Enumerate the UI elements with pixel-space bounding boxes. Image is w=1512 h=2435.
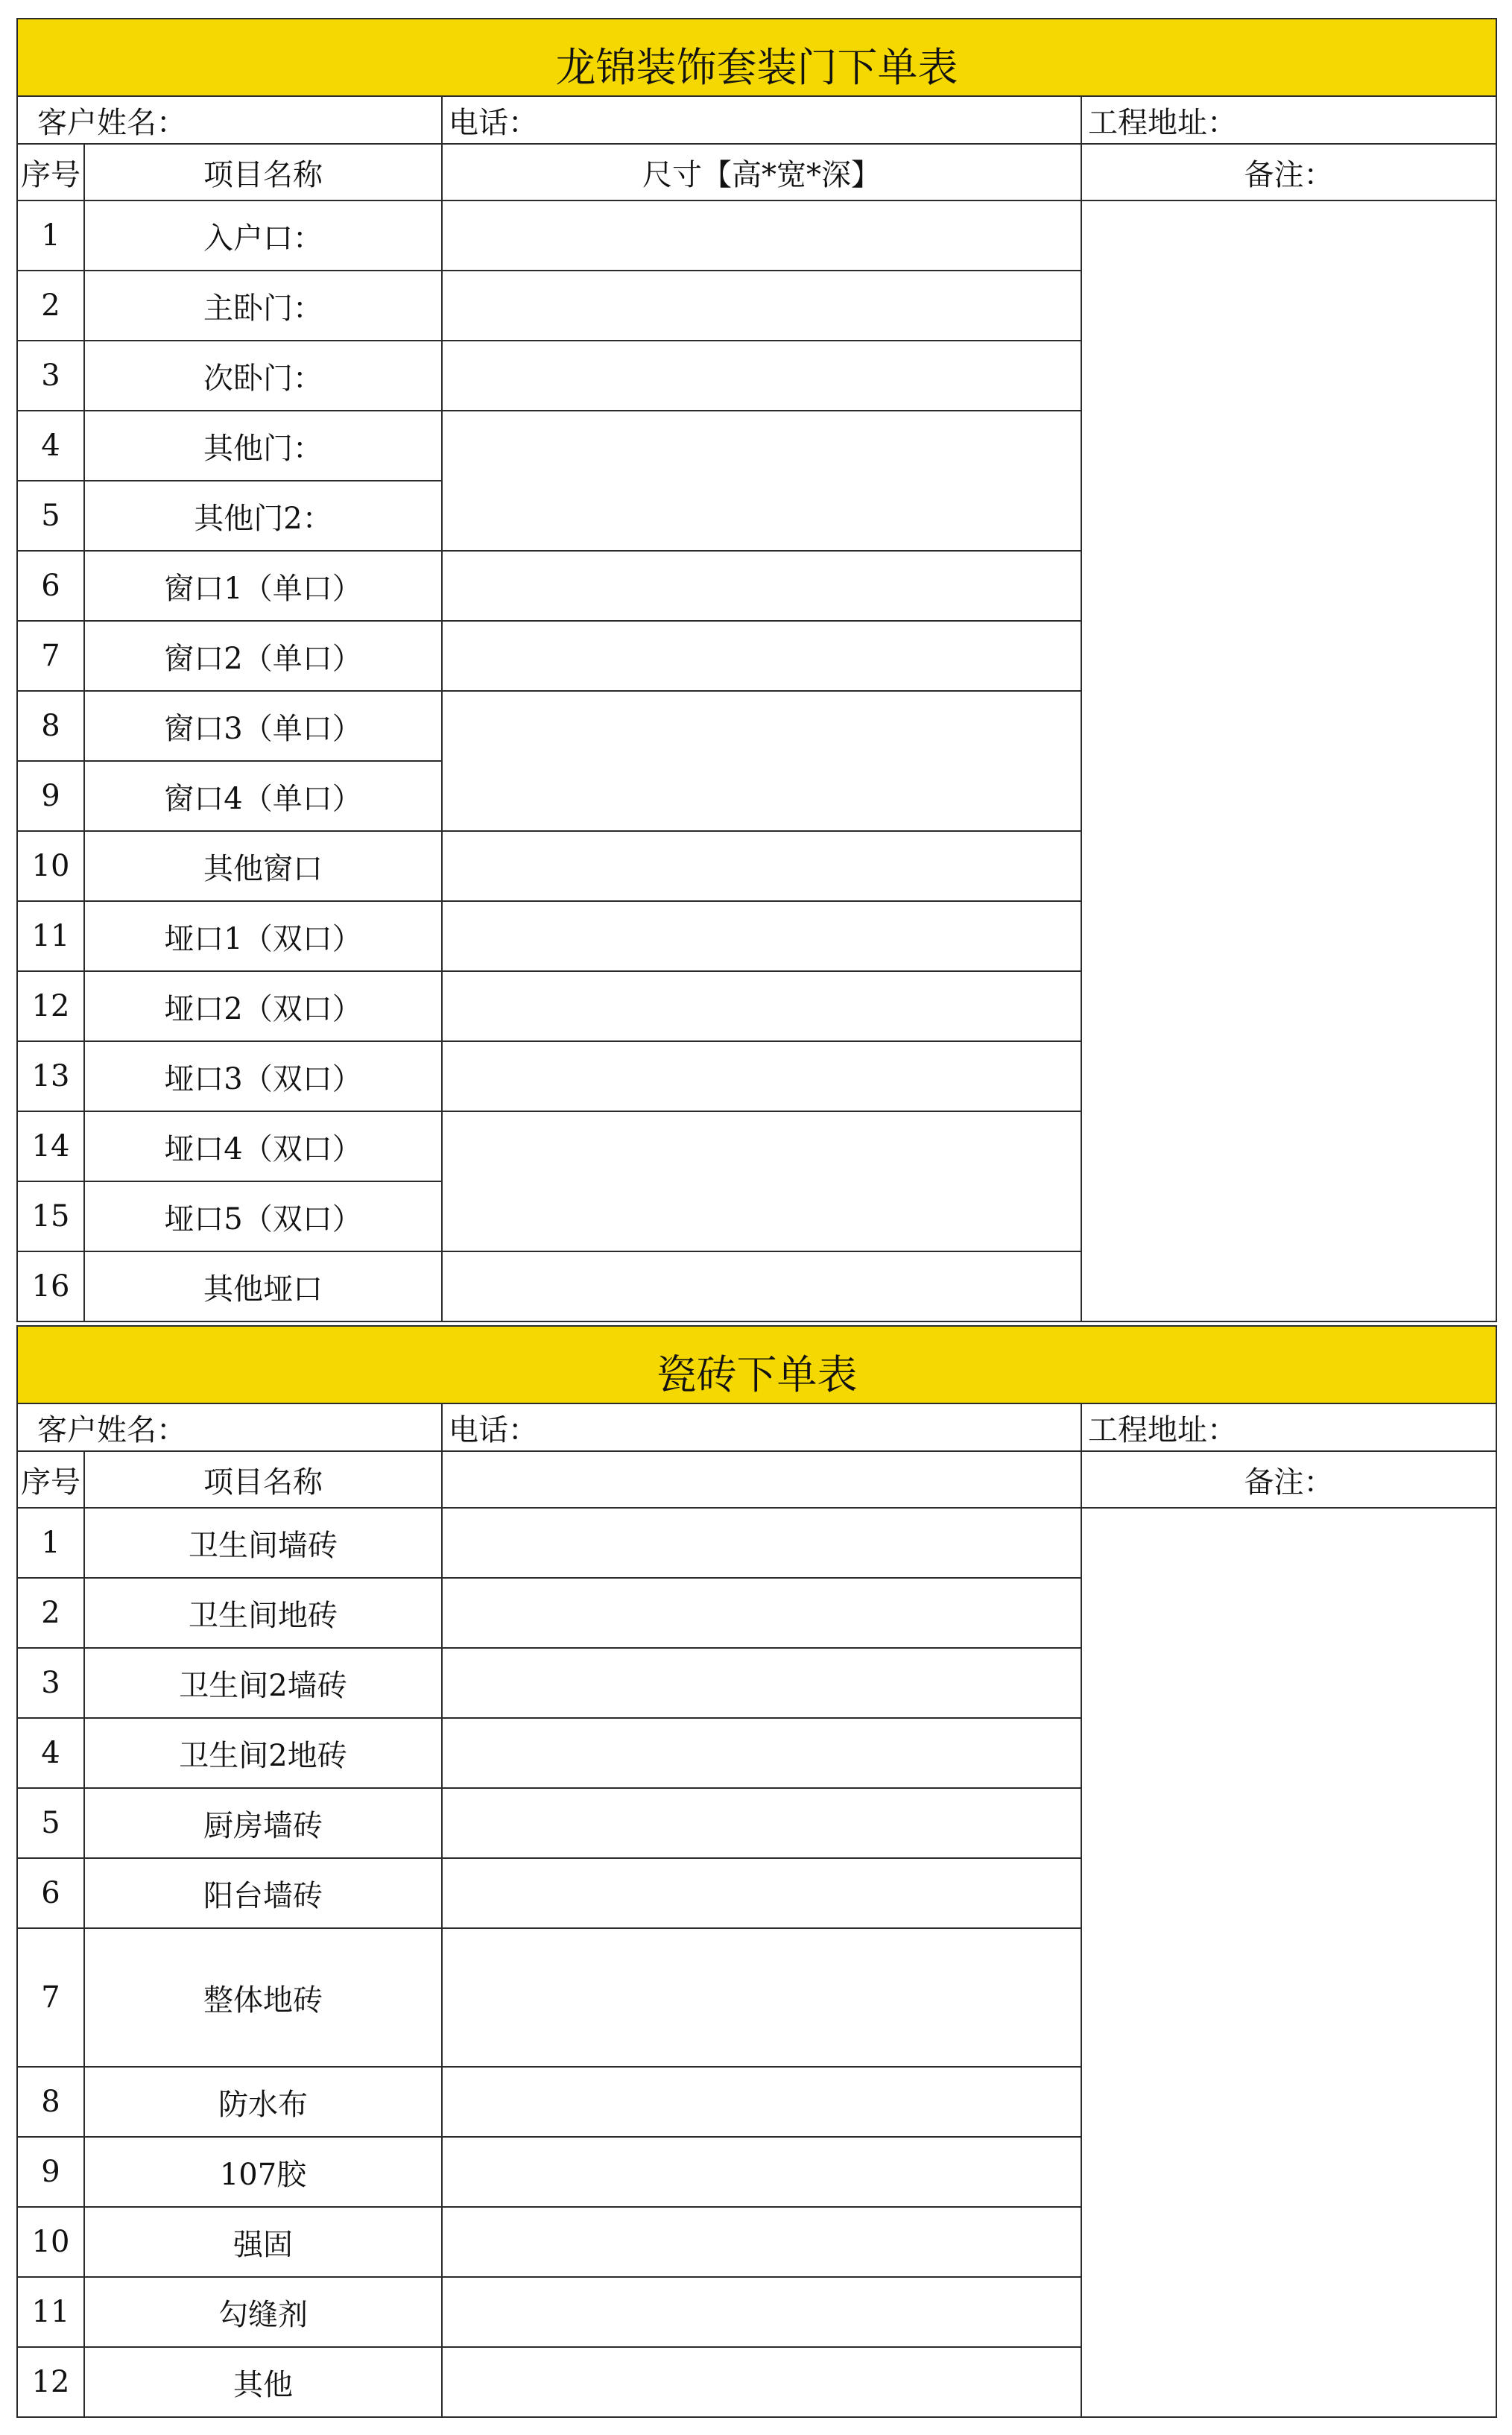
size-cell[interactable] bbox=[442, 411, 1081, 551]
row-index: 11 bbox=[17, 2277, 84, 2347]
row-item: 卫生间地砖 bbox=[84, 1578, 442, 1648]
row-item: 整体地砖 bbox=[84, 1928, 442, 2067]
row-index: 4 bbox=[17, 411, 84, 481]
row-index: 15 bbox=[17, 1181, 84, 1251]
row-index: 8 bbox=[17, 691, 84, 761]
size-cell[interactable] bbox=[442, 551, 1081, 621]
size-cell[interactable] bbox=[442, 1648, 1081, 1718]
size-cell[interactable] bbox=[442, 971, 1081, 1041]
row-index: 12 bbox=[17, 971, 84, 1041]
row-index: 1 bbox=[17, 200, 84, 271]
row-index: 14 bbox=[17, 1111, 84, 1181]
tile-order-table bbox=[16, 1325, 1497, 2418]
row-item: 垭口2（双口） bbox=[84, 971, 442, 1041]
size-cell[interactable] bbox=[442, 1578, 1081, 1648]
address-label: 工程地址： bbox=[1081, 1403, 1496, 1451]
size-cell[interactable] bbox=[442, 1788, 1081, 1858]
notes-cell[interactable] bbox=[1081, 1508, 1496, 2417]
size-cell[interactable] bbox=[442, 691, 1081, 831]
row-item: 强固 bbox=[84, 2207, 442, 2277]
row-item: 垭口4（双口） bbox=[84, 1111, 442, 1181]
size-cell[interactable] bbox=[442, 621, 1081, 691]
row-item: 窗口4（单口） bbox=[84, 761, 442, 831]
row-item: 107胶 bbox=[84, 2137, 442, 2207]
col-index-header: 序号 bbox=[17, 1451, 84, 1508]
row-item: 其他窗口 bbox=[84, 831, 442, 901]
phone-label: 电话： bbox=[442, 1403, 1081, 1451]
door-order-table bbox=[16, 18, 1497, 1322]
row-index: 10 bbox=[17, 2207, 84, 2277]
row-index: 9 bbox=[17, 2137, 84, 2207]
row-item: 卫生间2地砖 bbox=[84, 1718, 442, 1788]
size-cell[interactable] bbox=[442, 1858, 1081, 1928]
size-cell[interactable] bbox=[442, 1718, 1081, 1788]
row-index: 8 bbox=[17, 2067, 84, 2137]
row-index: 7 bbox=[17, 621, 84, 691]
row-index: 11 bbox=[17, 901, 84, 971]
row-index: 3 bbox=[17, 1648, 84, 1718]
row-item: 窗口2（单口） bbox=[84, 621, 442, 691]
size-cell[interactable] bbox=[442, 2277, 1081, 2347]
size-cell[interactable] bbox=[442, 200, 1081, 271]
row-item: 入户口： bbox=[84, 200, 442, 271]
size-cell[interactable] bbox=[442, 2347, 1081, 2417]
size-cell[interactable] bbox=[442, 1928, 1081, 2067]
row-item: 其他 bbox=[84, 2347, 442, 2417]
row-item: 卫生间2墙砖 bbox=[84, 1648, 442, 1718]
col-notes-header: 备注： bbox=[1081, 1451, 1496, 1508]
row-index: 5 bbox=[17, 1788, 84, 1858]
col-notes-header: 备注： bbox=[1081, 144, 1496, 200]
customer-name-label: 客户姓名： bbox=[17, 96, 442, 144]
row-index: 6 bbox=[17, 551, 84, 621]
size-cell[interactable] bbox=[442, 831, 1081, 901]
row-index: 16 bbox=[17, 1251, 84, 1321]
address-label: 工程地址： bbox=[1081, 96, 1496, 144]
row-index: 2 bbox=[17, 1578, 84, 1648]
row-item: 厨房墙砖 bbox=[84, 1788, 442, 1858]
size-header-cell bbox=[442, 1451, 1081, 1508]
size-cell[interactable] bbox=[442, 1508, 1081, 1578]
row-item: 卫生间墙砖 bbox=[84, 1508, 442, 1578]
row-item: 垭口3（双口） bbox=[84, 1041, 442, 1111]
phone-label: 电话： bbox=[442, 96, 1081, 144]
row-index: 4 bbox=[17, 1718, 84, 1788]
row-item: 勾缝剂 bbox=[84, 2277, 442, 2347]
size-cell[interactable] bbox=[442, 1041, 1081, 1111]
size-cell[interactable] bbox=[442, 341, 1081, 411]
row-index: 5 bbox=[17, 481, 84, 551]
row-index: 10 bbox=[17, 831, 84, 901]
row-item: 阳台墙砖 bbox=[84, 1858, 442, 1928]
row-index: 13 bbox=[17, 1041, 84, 1111]
row-index: 9 bbox=[17, 761, 84, 831]
row-index: 12 bbox=[17, 2347, 84, 2417]
size-cell[interactable] bbox=[442, 1251, 1081, 1321]
row-item: 窗口1（单口） bbox=[84, 551, 442, 621]
col-size-header: 尺寸【高*宽*深】 bbox=[442, 144, 1081, 200]
row-index: 1 bbox=[17, 1508, 84, 1578]
row-item: 主卧门： bbox=[84, 271, 442, 341]
size-cell[interactable] bbox=[442, 2067, 1081, 2137]
col-index-header: 序号 bbox=[17, 144, 84, 200]
size-cell[interactable] bbox=[442, 2137, 1081, 2207]
row-item: 次卧门： bbox=[84, 341, 442, 411]
tile-form-title: 瓷砖下单表 bbox=[17, 1326, 1496, 1403]
size-cell[interactable] bbox=[442, 901, 1081, 971]
row-index: 6 bbox=[17, 1858, 84, 1928]
row-item: 垭口5（双口） bbox=[84, 1181, 442, 1251]
col-item-header: 项目名称 bbox=[84, 1451, 442, 1508]
row-index: 3 bbox=[17, 341, 84, 411]
row-item: 窗口3（单口） bbox=[84, 691, 442, 761]
row-index: 7 bbox=[17, 1928, 84, 2067]
customer-name-label: 客户姓名： bbox=[17, 1403, 442, 1451]
row-item: 其他垭口 bbox=[84, 1251, 442, 1321]
row-item: 防水布 bbox=[84, 2067, 442, 2137]
row-item: 其他门2： bbox=[84, 481, 442, 551]
row-item: 其他门： bbox=[84, 411, 442, 481]
notes-cell[interactable] bbox=[1081, 200, 1496, 1321]
size-cell[interactable] bbox=[442, 2207, 1081, 2277]
col-item-header: 项目名称 bbox=[84, 144, 442, 200]
size-cell[interactable] bbox=[442, 271, 1081, 341]
row-index: 2 bbox=[17, 271, 84, 341]
row-item: 垭口1（双口） bbox=[84, 901, 442, 971]
door-form-title: 龙锦装饰套装门下单表 bbox=[17, 19, 1496, 96]
size-cell[interactable] bbox=[442, 1111, 1081, 1251]
